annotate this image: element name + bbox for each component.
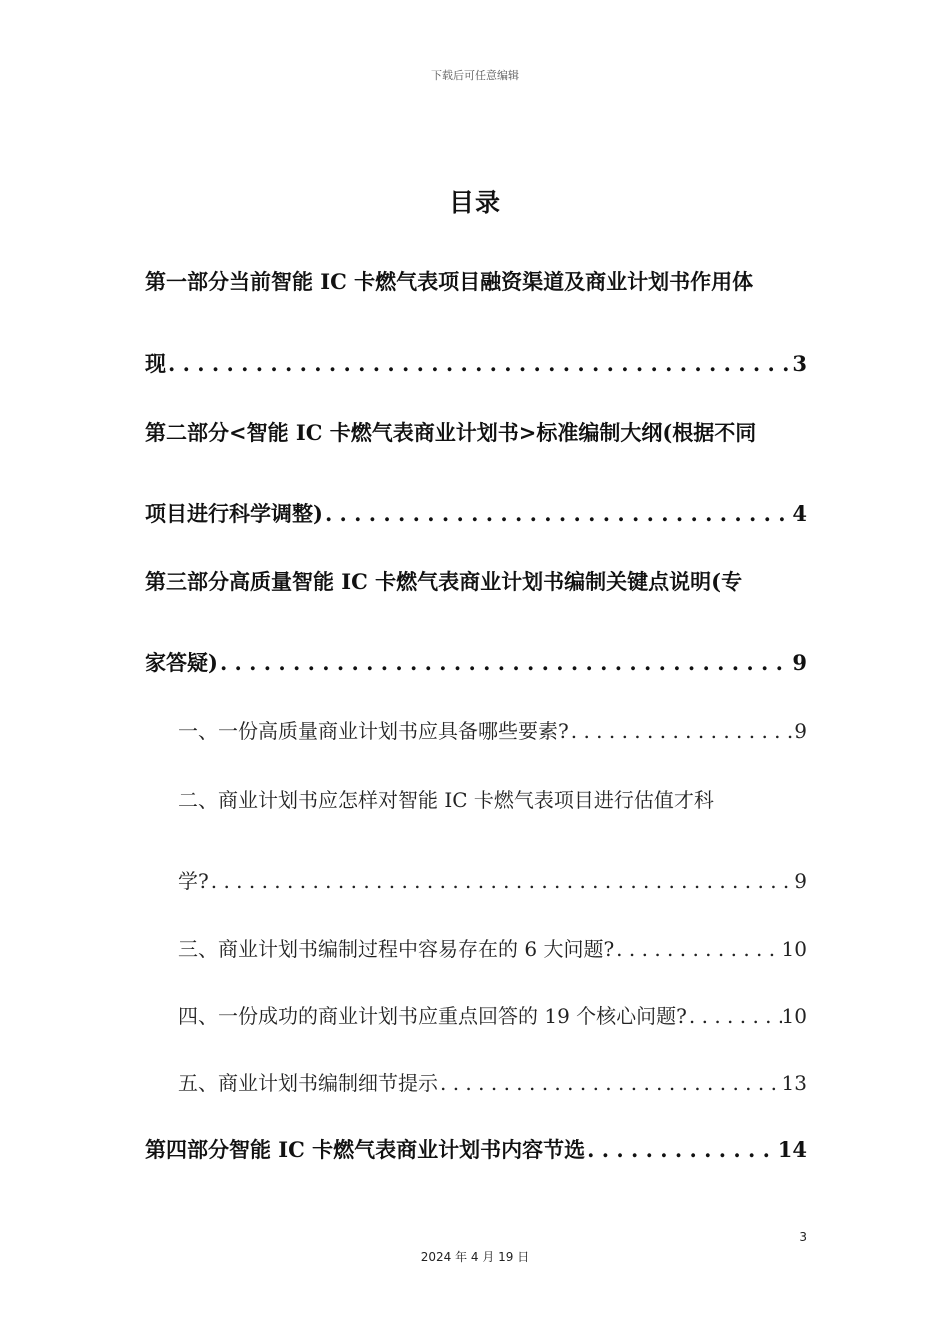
dot-leader bbox=[687, 1004, 782, 1028]
toc-page-number: 14 bbox=[777, 1137, 807, 1162]
dot-leader bbox=[585, 1137, 778, 1162]
toc-entry-text: 三、商业计划书编制过程中容易存在的 6 大问题? bbox=[178, 937, 615, 961]
toc-entry-text: 一、一份高质量商业计划书应具备哪些要素? bbox=[178, 719, 569, 743]
toc-entry-part-4[interactable] bbox=[145, 1134, 807, 1164]
toc-entry-part-1[interactable] bbox=[145, 266, 807, 296]
toc-entry-part-3-cont[interactable] bbox=[145, 647, 807, 677]
toc-page-number: 3 bbox=[792, 351, 807, 376]
toc-entry-text: 第二部分<智能 IC 卡燃气表商业计划书>标准编制大纲(根据不同 bbox=[145, 420, 757, 445]
toc-entry-text: 学? bbox=[178, 869, 209, 893]
toc-entry-text: 二、商业计划书应怎样对智能 IC 卡燃气表项目进行估值才科 bbox=[178, 788, 714, 812]
dot-leader bbox=[614, 937, 781, 961]
toc-page-number: 4 bbox=[792, 501, 807, 526]
toc-entry-text: 第一部分当前智能 IC 卡燃气表项目融资渠道及商业计划书作用体 bbox=[145, 269, 754, 294]
toc-entry-text: 第四部分智能 IC 卡燃气表商业计划书内容节选 bbox=[145, 1137, 586, 1162]
toc-page-number: 13 bbox=[781, 1071, 807, 1095]
toc-page-number: 10 bbox=[781, 1004, 807, 1028]
dot-leader bbox=[218, 650, 792, 675]
toc-entry-text: 第三部分高质量智能 IC 卡燃气表商业计划书编制关键点说明(专 bbox=[145, 569, 743, 594]
toc-entry-text: 现 bbox=[145, 351, 166, 376]
toc-page-number: 9 bbox=[792, 650, 807, 675]
toc-page-number: 9 bbox=[794, 719, 807, 743]
toc-entry-text: 五、商业计划书编制细节提示 bbox=[178, 1071, 438, 1095]
toc-entry-text: 项目进行科学调整) bbox=[145, 501, 323, 526]
toc-entry-part-1-cont[interactable] bbox=[145, 348, 807, 378]
dot-leader bbox=[438, 1071, 782, 1095]
toc-subentry-1[interactable] bbox=[178, 715, 807, 745]
toc-page-number: 10 bbox=[781, 937, 807, 961]
toc-entry-part-2[interactable] bbox=[145, 417, 807, 447]
toc-entry-text: 家答疑) bbox=[145, 650, 218, 675]
toc-subentry-3[interactable] bbox=[178, 933, 807, 963]
toc-subentry-5[interactable] bbox=[178, 1067, 807, 1097]
toc-title: 目录 bbox=[448, 188, 501, 217]
toc-entry-part-2-cont[interactable] bbox=[145, 498, 807, 528]
toc-subentry-2-cont[interactable] bbox=[178, 865, 807, 895]
dot-leader bbox=[209, 869, 795, 893]
dot-leader bbox=[166, 351, 792, 376]
page-number: 3 bbox=[799, 1230, 807, 1244]
toc-page-number: 9 bbox=[794, 869, 807, 893]
toc-subentry-2[interactable] bbox=[178, 784, 807, 814]
page-header: 下载后可任意编辑 bbox=[431, 69, 519, 82]
footer-date: 2024 年 4 月 19 日 bbox=[420, 1250, 530, 1264]
dot-leader bbox=[323, 501, 792, 526]
toc-entry-part-3[interactable] bbox=[145, 566, 807, 596]
dot-leader bbox=[569, 719, 795, 743]
toc-entry-text: 四、一份成功的商业计划书应重点回答的 19 个核心问题? bbox=[178, 1004, 687, 1028]
toc-subentry-4[interactable] bbox=[178, 1000, 807, 1030]
